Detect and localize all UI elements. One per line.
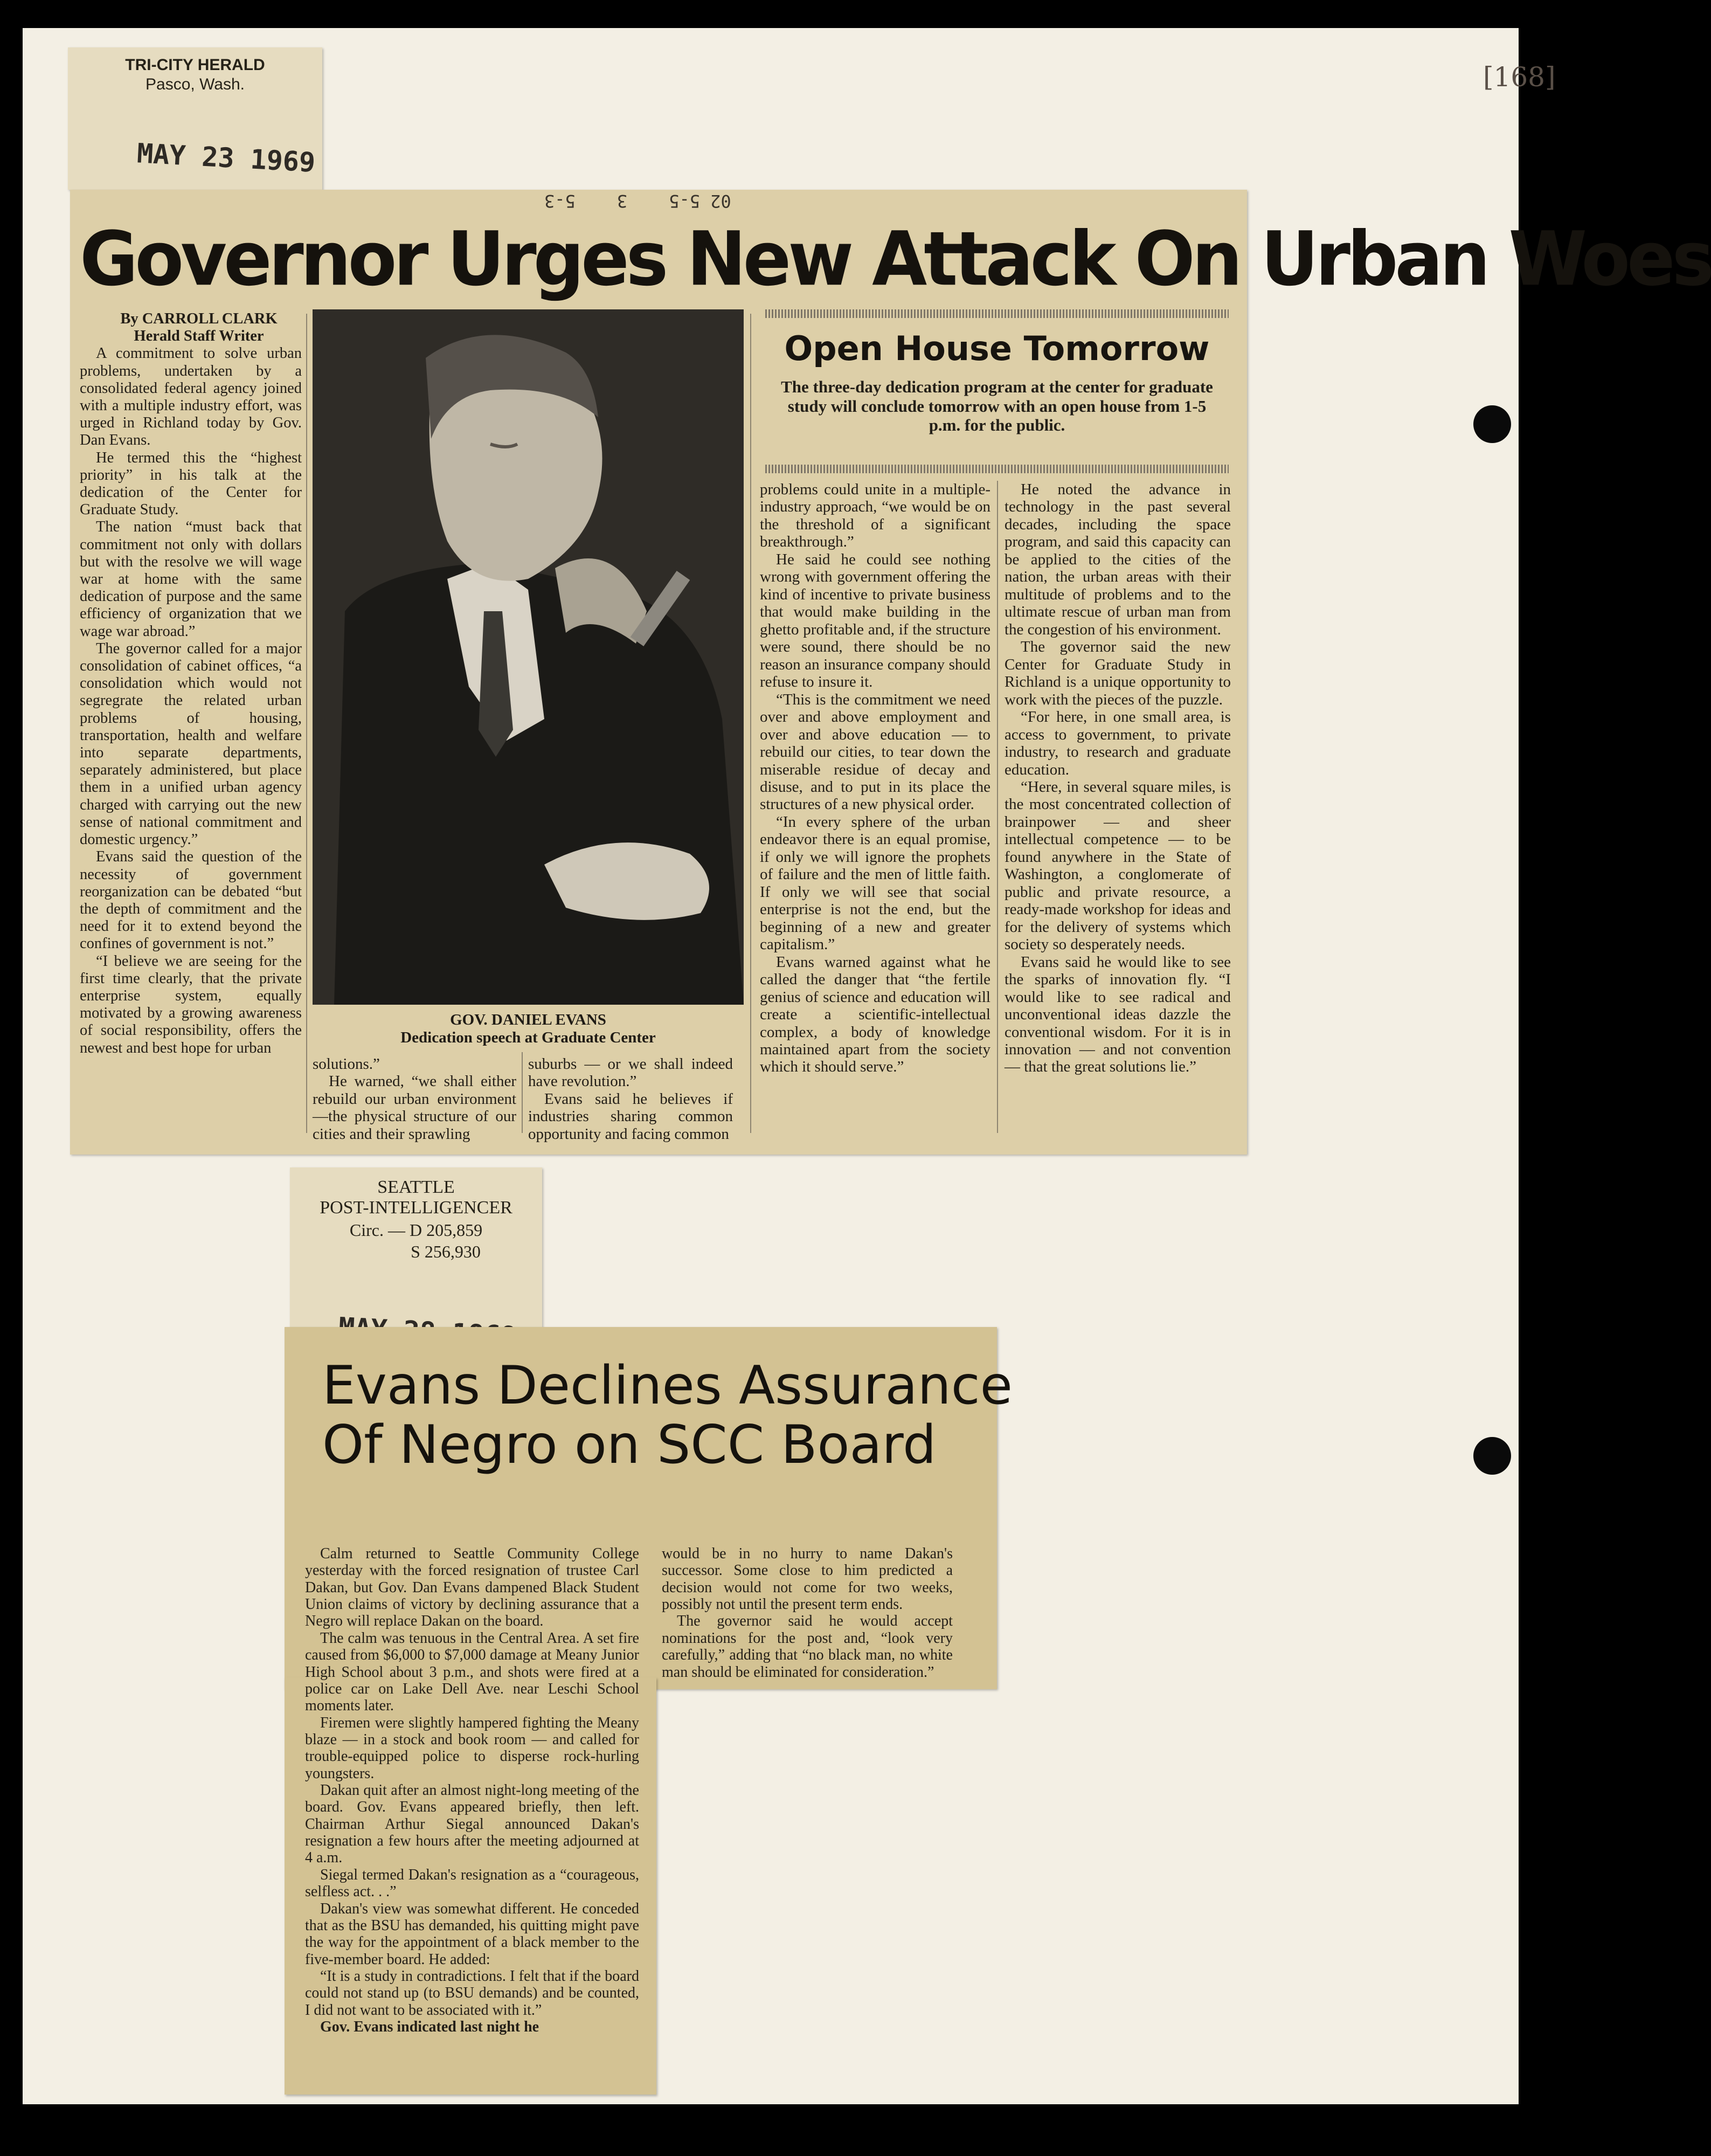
paragraph: “This is the commitment we need over and above employment and over and above education — to rebuild our cities, to tear down the miserable residue of decay and disuse, and to put in its place the structures of a new physical order. <box>760 690 990 813</box>
byline-author: By CARROLL CLARK <box>120 310 278 327</box>
paragraph: The governor called for a major consolidation of cabinet offices, “a consolidation which would not segregrate the related urban problems of housing, transportation, health and welfare into separate departments, separately administered, but place them in a unified urban agency charged with carrying out the new sense of national commitment and domestic urgency.” <box>80 640 302 848</box>
source-name-line2: POST-INTELLIGENCER <box>320 1198 512 1218</box>
paragraph: would be in no hurry to name Dakan's successor. Some close to him predicted a decision would not come for two weeks, possibly not until the present term ends. <box>662 1545 953 1613</box>
article-column-2 <box>662 1545 953 1681</box>
column-rule <box>997 481 998 1133</box>
binder-hole-bottom <box>1473 1437 1511 1475</box>
paragraph: “Here, in several square miles, is the most concentrated collection of brainpower — and sheer intellectual competence — to be found anywhere in the State of Washington, a conglomerate of public and private resource, a ready-made workshop for ideas and for the delivery of systems which society so desperately needs. <box>1005 778 1231 953</box>
tri-city-article-clipping <box>70 190 1711 1155</box>
column-rule <box>522 1052 523 1133</box>
paragraph: Evans said he believes if industries sharing common opportunity and facing common <box>528 1090 733 1143</box>
circulation-daily: Circ. — D 205,859 <box>349 1220 483 1240</box>
paragraph: “It is a study in contradictions. I felt that if the board could not stand up (to BSU demands) and be counted, I did not want to be associated with it.” <box>305 1967 639 2019</box>
sidebar-hatch-top <box>765 309 1229 318</box>
headline <box>322 1355 1013 1476</box>
paragraph: “In every sphere of the urban endeavor there is an equal promise, if only we will ignore the prophets of failure and the men of little faith. If only we will see that social enterprise is not the end, but the beginning of a new and greater capitalism.” <box>760 813 990 953</box>
article-column-1 <box>80 310 302 1057</box>
paragraph: “For here, in one small area, is access to government, to private industry, to research and graduate education. <box>1005 708 1231 778</box>
paragraph: solutions.” <box>313 1055 380 1073</box>
headline-line-1: Evans Declines Assurance <box>322 1355 1013 1416</box>
caption-text: Dedication speech at Graduate Center <box>400 1029 656 1047</box>
paragraph: A commitment to solve urban problems, undertaken by a consolidated federal agency joined with a multiple industry effort, was urged in Richland today by Gov. Dan Evans. <box>80 345 302 449</box>
paragraph: The calm was tenuous in the Central Area. A set fire caused from $6,000 to $7,000 damage at Meany Junior High School about 3 p.m., and shots were fired at a police car on Lake Dell Ave. near Leschi School moments later. <box>305 1629 639 1715</box>
sidebar-hatch-bottom <box>765 465 1229 473</box>
stray-marks: 02 5-5 3 5-3 <box>544 191 731 211</box>
article-column-3 <box>760 481 990 1076</box>
paragraph: Dakan quit after an almost night-long meeting of the board. Gov. Evans appeared briefly, then left. Chairman Arthur Siegal announced Dakan's resignation a few hours after the meeting adjourned at 4 a.m. <box>305 1782 639 1867</box>
source-name: TRI-CITY HERALD <box>125 56 265 74</box>
paragraph: Siegal termed Dakan's resignation as a “courageous, selfless act. . .” <box>305 1866 639 1901</box>
paragraph: Gov. Evans indicated last night he <box>320 2019 539 2036</box>
paragraph: He said he could see nothing wrong with government offering the kind of incentive to private business that would make building in the ghetto profitable and, if the structure were sound, there should be no reason an insurance company should refuse to insure it. <box>760 550 990 691</box>
paragraph: problems could unite in a multiple-industry approach, “we would be on the threshold of a significant breakthrough.” <box>760 481 990 551</box>
scrapbook-page <box>23 28 1711 2104</box>
tri-city-source-slip <box>68 47 322 190</box>
paragraph: The governor said the new Center for Graduate Study in Richland is a unique opportunity to work with the pieces of the puzzle. <box>1005 638 1231 708</box>
paragraph: Firemen were slightly hampered fighting the Meany blaze — in a stock and book room — and called for trouble-equipped police to disperse rock-hurling youngsters. <box>305 1714 639 1782</box>
byline-role: Herald Staff Writer <box>134 328 264 345</box>
page-number: [168] <box>1483 61 1556 93</box>
paragraph: Evans warned against what he called the danger that “the fertile genius of science and education will create a scientific-intellectual complex, a body of knowledge maintained apart from the society which it should serve.” <box>760 953 990 1076</box>
paragraph: Calm returned to Seattle Community College yesterday with the forced resignation of trustee Carl Dakan, but Gov. Dan Evans dampened Black Student Union claims of victory by declining assurance that a Negro will replace Dakan on the board. <box>305 1545 639 1630</box>
source-name: SEATTLE <box>377 1177 455 1197</box>
paragraph: He termed this the “highest priority” in his talk at the dedication of the Center for Graduate Study. <box>80 449 302 519</box>
below-photo-column-right <box>528 1055 733 1143</box>
sidebar-text: The three-day dedication program at the center for graduate study will conclude tomorrow with an open house from 1-5 p.m. for the public. <box>781 377 1213 435</box>
sidebar-title: Open House Tomorrow <box>784 329 1210 368</box>
column-rule <box>750 314 751 1133</box>
paragraph: Dakan's view was somewhat different. He conceded that as the BSU has demanded, his quitting might pave the way for the appointment of a black member to the five-member board. He added: <box>305 1900 639 1968</box>
portrait-illustration <box>313 309 744 1005</box>
headline: Governor Urges New Attack On Urban Woes <box>80 216 1711 303</box>
circulation-sunday: S 256,930 <box>411 1242 481 1261</box>
below-photo-column-left <box>313 1055 516 1143</box>
source-location: Pasco, Wash. <box>146 75 245 93</box>
governor-photo <box>313 309 744 1005</box>
paragraph: Evans said the question of the necessity of government reorganization can be debated “but the depth of commitment and the need for it to extend beyond the confines of government is not.” <box>80 848 302 952</box>
paragraph: Evans said he would like to see the sparks of innovation fly. “I would like to see radical and unconventional ideas dazzle the conventional wisdom. For it is in innovation — and not convention — that the great solutions lie.” <box>1005 953 1231 1076</box>
paragraph: The nation “must back that commitment not only with dollars but with the resolve we will wage war at home with the same dedication of purpose and the same efficiency of organization that we wage war abroad.” <box>80 519 302 640</box>
binder-hole-top <box>1473 405 1511 443</box>
paragraph: The governor said he would accept nominations for the post and, “look very carefully,” adding that “no black man, no white man should be eliminated for consideration.” <box>662 1613 953 1681</box>
caption-name: GOV. DANIEL EVANS <box>450 1011 606 1028</box>
seattle-article-column-1 <box>305 1545 639 2035</box>
paragraph: suburbs — or we shall indeed have revolution.” <box>528 1055 733 1090</box>
article-column-4 <box>1005 481 1231 1076</box>
paragraph: He noted the advance in technology in the past several decades, including the space program, and said this capacity can be applied to the cities of the nation, the urban areas with their multitude of problems and to the ultimate rescue of urban man from the congestion of his environment. <box>1005 481 1231 638</box>
column-rule <box>306 314 307 1133</box>
date-stamp: MAY 23 1969 <box>136 137 316 178</box>
headline-line-2: Of Negro on SCC Board <box>322 1414 937 1476</box>
photo-caption <box>313 1011 744 1047</box>
paragraph: He warned, “we shall either rebuild our urban environment—the physical structure of our cities and their sprawling <box>313 1073 516 1143</box>
paragraph: “I believe we are seeing for the first time clearly, that the private enterprise system, equally motivated by a growing awareness of social responsibility, offers the newest and best hope for urban <box>80 952 302 1056</box>
